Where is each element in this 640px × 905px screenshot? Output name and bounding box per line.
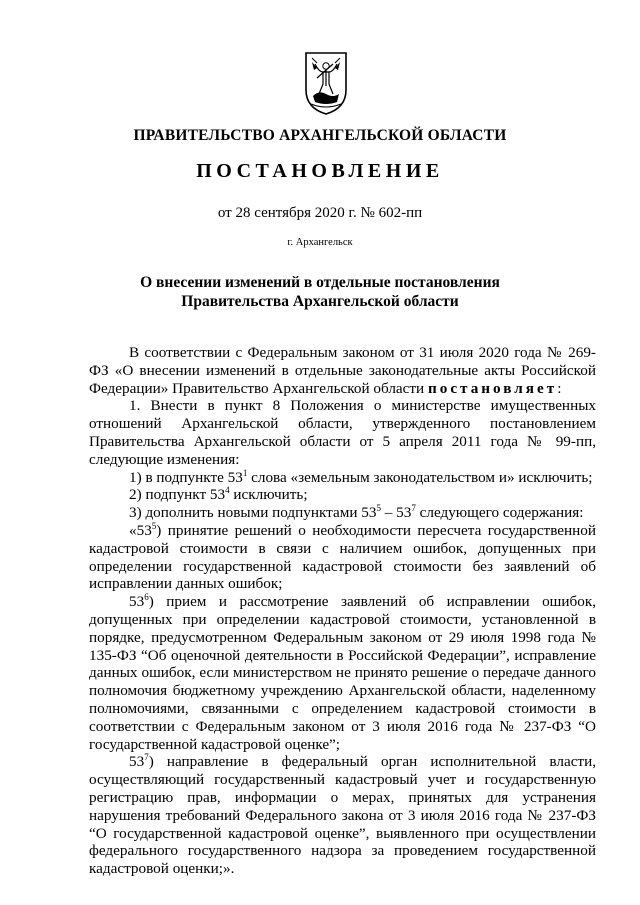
paragraph-item-1: 1. Внести в пункт 8 Положения о министерстве имущественных отношений Архангельской области, утвержденного постановлением Правительства Архангельской области от 5 апреля 2011 года № 99-пп, следующие изменения:	[89, 397, 596, 468]
document-type: ПОСТАНОВЛЕНИЕ	[196, 160, 444, 182]
subitem-3-mid: – 53	[380, 504, 412, 522]
title-line-1: О внесении изменений в отдельные постановления	[140, 274, 500, 291]
point-53-6-sup: 6	[144, 592, 149, 603]
subitem-3-sup-2: 7	[411, 503, 416, 514]
coat-of-arms-icon	[303, 50, 349, 116]
subitem-2-text: 2) подпункт 53	[129, 486, 226, 504]
paragraph-53-5	[89, 522, 596, 593]
paragraph-subitem-3	[89, 504, 596, 522]
paragraph-subitem-2	[89, 486, 596, 504]
preamble-text: В соответствии с Федеральным законом от 31 июля 2020 года № 269-ФЗ «О внесении изменений в отдельные законодательные акты Российской Федерации» Правительство Архангельской области	[89, 344, 596, 397]
subitem-1-sup: 1	[242, 467, 248, 478]
point-53-6-label: 53	[129, 593, 145, 611]
document-title	[0, 273, 640, 311]
document-date-number: от 28 сентября 2020 г. № 602-пп	[217, 205, 423, 221]
point-53-7-text: ) направление в федеральный орган исполнительной власти, осуществляющий государственный кадастровый учет и государственную регистрацию прав, информации о мерах, принятых для устранения нарушения требований Федерального закона от 3 июля 2016 года № 237-ФЗ “О государственной кадастровой оценке”, выявленного при осуществлении федерального государственного надзора за проведением государственной кадастровой оценки;».	[89, 753, 596, 878]
point-53-5-text: ) принятие решений о необходимости пересчета государственной кадастровой стоимости в связи с наличием ошибок, допущенных при определении государственной кадастровой стоимости без заявлений об исправлении данных ошибок;	[89, 521, 596, 593]
document-city: г. Архангельск	[287, 237, 353, 248]
decree-word: постановляет	[427, 379, 558, 397]
point-53-5-sup: 5	[151, 520, 157, 531]
title-line-2: Правительства Архангельской области	[181, 293, 459, 310]
point-53-7-sup: 7	[144, 752, 149, 763]
paragraph-53-6	[89, 593, 596, 753]
point-53-5-label: «53	[129, 521, 152, 539]
subitem-3-rest: следующего содержания:	[415, 504, 584, 522]
subitem-1-text: 1) в подпункте 53	[129, 468, 243, 486]
subitem-3-text: 3) дополнить новыми подпунктами 53	[129, 504, 377, 522]
subitem-3-sup-1: 5	[376, 503, 381, 514]
paragraph-preamble	[89, 344, 596, 397]
organization-name: ПРАВИТЕЛЬСТВО АРХАНГЕЛЬСКОЙ ОБЛАСТИ	[133, 127, 507, 144]
point-53-7-label: 53	[129, 753, 145, 771]
subitem-2-sup: 4	[225, 485, 230, 496]
subitem-2-rest: исключить;	[229, 486, 308, 504]
document-body	[89, 344, 596, 878]
point-53-6-text: ) прием и рассмотрение заявлений об исправлении ошибок, допущенных при определении кадастровой стоимости, установленной в порядке, предусмотренном Федеральным законом от 29 июля 1998 года № 135-ФЗ “Об оценочной деятельности в Российской Федерации”, исправление данных ошибок, если министерством не принято решение о передаче данного полномочия бюджетному учреждению Архангельской области, наделенному полномочиями, связанными с определением кадастровой стоимости в соответствии с Федеральным законом от 3 июля 2016 года № 237-ФЗ “О государственной кадастровой оценке”;	[89, 593, 596, 753]
preamble-end: :	[557, 379, 562, 397]
paragraph-subitem-1	[89, 469, 596, 487]
paragraph-53-7	[89, 753, 596, 878]
subitem-1-rest: слова «земельным законодательством и» исключить;	[247, 468, 593, 486]
